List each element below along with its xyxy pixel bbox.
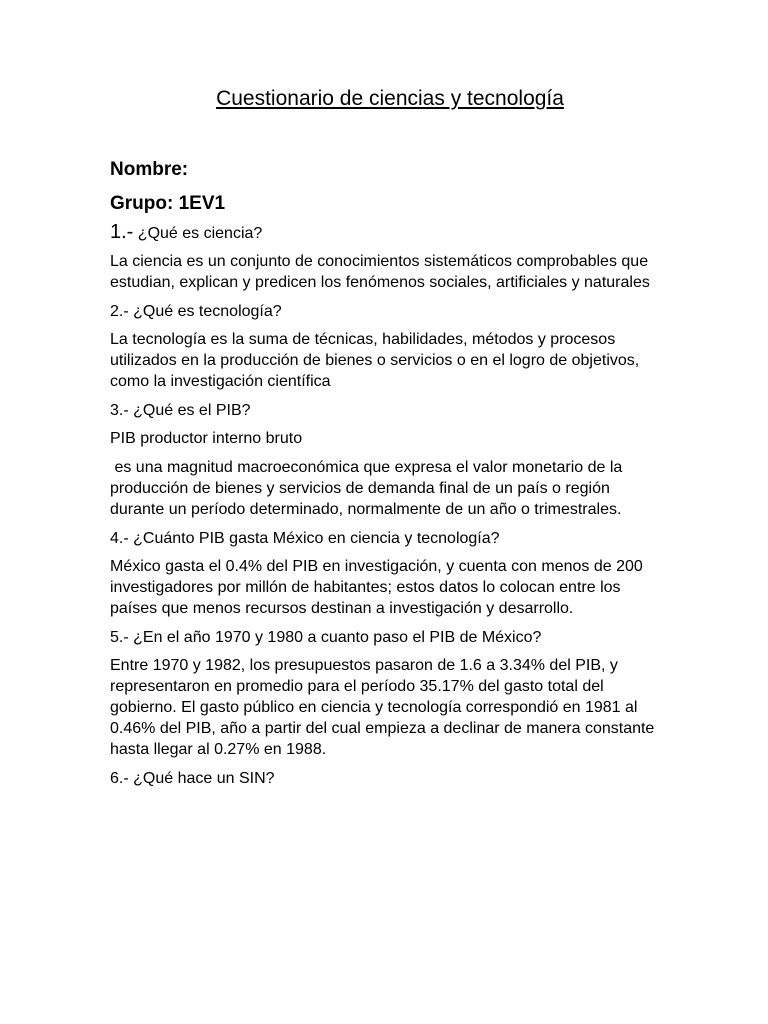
- question-2: 2.- ¿Qué es tecnología?: [110, 303, 282, 320]
- question-4-block: [110, 528, 658, 619]
- nombre-label: Nombre:: [110, 159, 189, 180]
- answer-1: La ciencia es un conjunto de conocimientos sistemáticos comprobables que estudian, explican y predicen los fenómenos sociales, artificiales y naturales: [110, 253, 650, 291]
- document-title: Cuestionario de ciencias y tecnología: [216, 87, 564, 110]
- question-4: 4.- ¿Cuánto PIB gasta México en ciencia y tecnología?: [110, 530, 500, 547]
- answer-3-line-2: es una magnitud macroeconómica que expresa el valor monetario de la producción de bienes y servicios de demanda final de un país o región durante un período determinado, normalmente de un año o trimestrales.: [110, 459, 627, 518]
- question-3-block: [110, 400, 658, 520]
- question-6: 6.- ¿Qué hace un SIN?: [110, 770, 275, 787]
- answer-5: Entre 1970 y 1982, los presupuestos pasaron de 1.6 a 3.34% del PIB, y representaron en promedio para el período 35.17% del gasto total del gobierno. El gasto público en ciencia y tecnología correspondió en 1981 al 0.46% del PIB, año a partir del cual empieza a declinar de manera constante hasta llegar al 0.27% en 1988.: [110, 657, 655, 758]
- answer-4: México gasta el 0.4% del PIB en investigación, y cuenta con menos de 200 investigadores por millón de habitantes; estos datos lo colocan entre los países que menos recursos destinan a investigación y desarrollo.: [110, 558, 643, 617]
- question-5-block: [110, 627, 658, 760]
- question-1: [110, 222, 658, 244]
- question-2-block: [110, 301, 658, 392]
- question-1-number: 1.-: [110, 221, 134, 243]
- question-3: 3.- ¿Qué es el PIB?: [110, 402, 251, 419]
- question-6-block: [110, 768, 658, 789]
- question-1-text: ¿Qué es ciencia?: [137, 225, 263, 242]
- grupo-label: Grupo: 1EV1: [110, 193, 226, 214]
- question-1-block: [110, 222, 658, 293]
- question-5: 5.- ¿En el año 1970 y 1980 a cuanto paso el PIB de México?: [110, 629, 542, 646]
- answer-2: La tecnología es la suma de técnicas, habilidades, métodos y procesos utilizados en la producción de bienes o servicios o en el logro de objetivos, como la investigación científica: [110, 331, 640, 390]
- answer-3-line-1: PIB productor interno bruto: [110, 430, 303, 447]
